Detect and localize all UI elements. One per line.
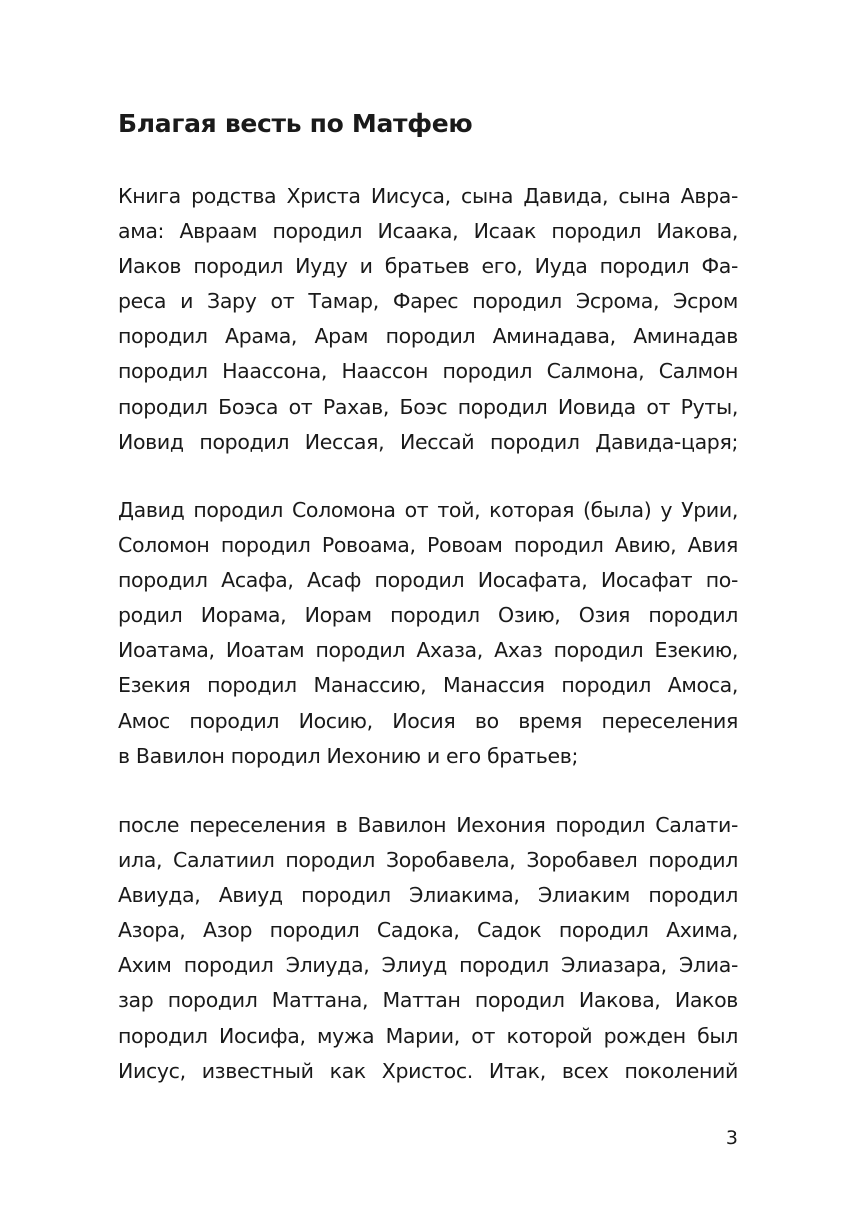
text-line: Иисус, известный как Христос. Итак, всех поколений <box>118 1058 738 1083</box>
text-line: реса и Зару от Тамар, Фарес породил Эсрома, Эсром <box>118 289 738 314</box>
text-line: породил Иосифа, мужа Марии, от которой рожден был <box>118 1023 738 1048</box>
text-line: Авиуда, Авиуд породил Элиакима, Элиаким породил <box>118 883 738 908</box>
text-line: в Вавилон породил Иехонию и его братьев; <box>118 743 579 768</box>
text-line: Иаков породил Иуду и братьев его, Иуда породил Фа- <box>118 254 738 279</box>
paragraph-1 <box>118 179 738 460</box>
text-line: Книга родства Христа Иисуса, сына Давида, сына Авра- <box>118 184 738 208</box>
text-line: породил Асафа, Асаф породил Иосафата, Иосафат по- <box>118 568 738 593</box>
text-line: Иовид породил Иессая, Иессай породил Давида-царя; <box>118 429 738 454</box>
text-line: родил Иорама, Иорам породил Озию, Озия породил <box>118 603 738 628</box>
text-line: зар породил Маттана, Маттан породил Иакова, Иаков <box>118 988 738 1013</box>
text-line: породил Наассона, Наассон породил Салмона, Салмон <box>118 359 738 384</box>
text-line: ила, Салатиил породил Зоробавела, Зоробавел породил <box>118 848 738 873</box>
text-line: Езекия породил Манассию, Манассия породил Амоса, <box>118 673 738 698</box>
page-title: Благая весть по Матфею <box>118 109 473 138</box>
paragraph-2 <box>118 493 738 774</box>
text-line: породил Арама, Арам породил Аминадава, Аминадав <box>118 324 738 349</box>
text-line: Азора, Азор породил Садока, Садок породил Ахима, <box>118 918 738 943</box>
text-line: Соломон породил Ровоама, Ровоам породил Авию, Авия <box>118 533 738 558</box>
text-line: Амос породил Иосию, Иосия во время переселения <box>118 708 738 733</box>
text-line: Давид породил Соломона от той, которая (была) у Урии, <box>118 498 738 522</box>
text-line: после переселения в Вавилон Иехония породил Салати- <box>118 813 738 837</box>
text-line: породил Боэса от Рахав, Боэс породил Иовида от Руты, <box>118 394 738 419</box>
paragraph-3 <box>118 808 738 1089</box>
text-line: ама: Авраам породил Исаака, Исаак породил Иакова, <box>118 219 738 244</box>
page-number: 3 <box>725 1127 738 1149</box>
text-line: Ахим породил Элиуда, Элиуд породил Элиазара, Элиа- <box>118 953 738 978</box>
text-line: Иоатама, Иоатам породил Ахаза, Ахаз породил Езекию, <box>118 638 738 663</box>
